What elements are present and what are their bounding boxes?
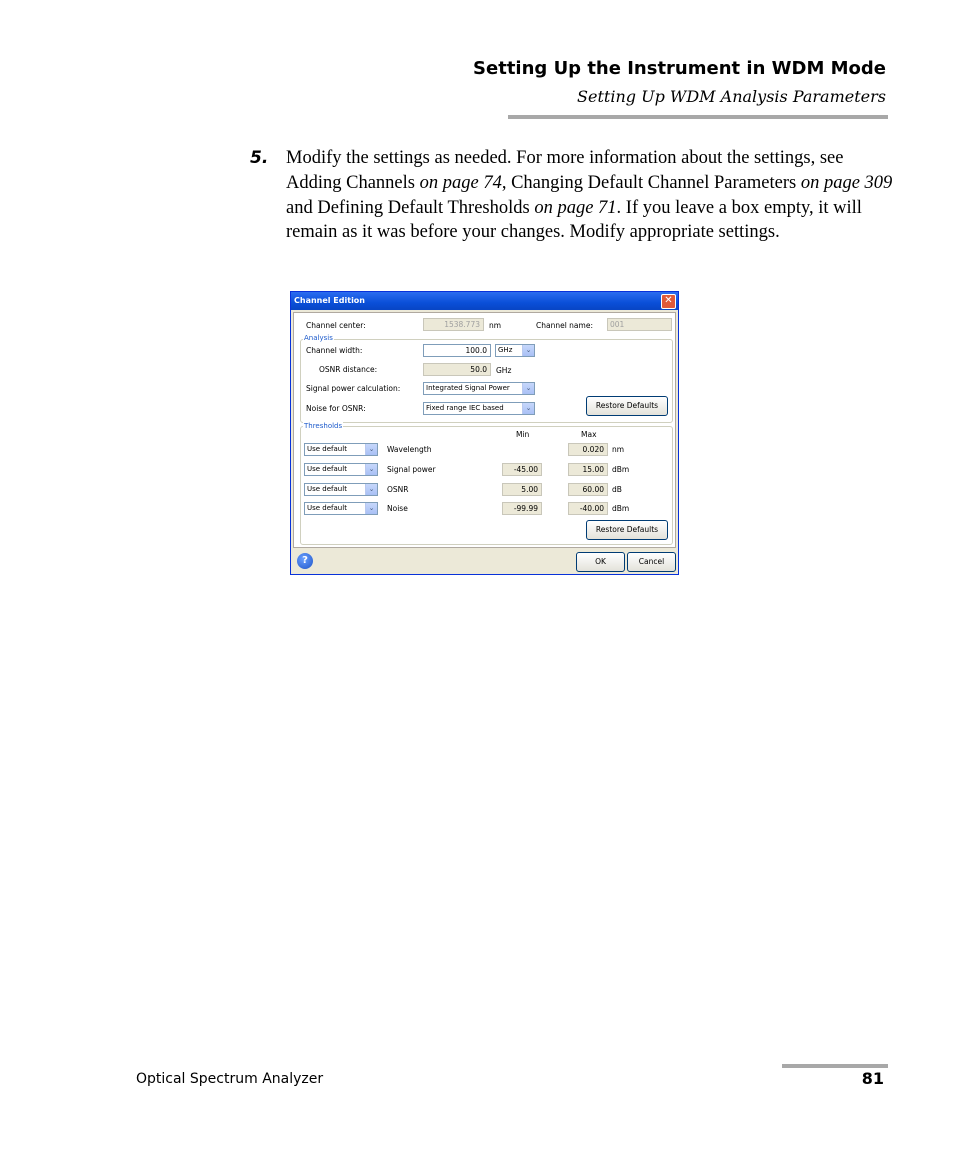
step-text: Modify the settings as needed. For more information about the settings, see Adding Channels on page 74, Changing Default Channel Parameters on page 309 and Defining Default Thresholds on page 71. If you leave a box empty, it will remain as it was before your changes. Modify appropriate settings. [286,148,893,243]
thresholds-restore-defaults-button[interactable]: Restore Defaults [586,520,668,540]
thresholds-group-title: Thresholds [304,422,343,430]
noise-unit: dBm [612,504,630,513]
min-header: Min [516,430,530,439]
header-rule [508,115,888,119]
noise-osnr-label: Noise for OSNR: [306,404,366,413]
page-number: 81 [861,1069,884,1088]
dialog-title: Channel Edition [294,296,365,305]
footer-rule [782,1064,888,1068]
max-header: Max [581,430,597,439]
help-icon[interactable]: ? [297,553,313,569]
page-ref: on page 74 [419,172,502,193]
page-header-subtitle: Setting Up WDM Analysis Parameters [577,87,886,106]
chevron-down-icon: ⌄ [522,383,534,394]
noise-osnr-select[interactable]: Fixed range IEC based ⌄ [423,402,535,415]
noise-min-field[interactable]: -99.99 [502,502,542,515]
osnr-max-field[interactable]: 60.00 [568,483,608,496]
page-header-title: Setting Up the Instrument in WDM Mode [473,58,886,79]
channel-width-label: Channel width: [306,346,363,355]
wavelength-unit: nm [612,445,625,454]
dialog-titlebar [291,292,678,310]
analysis-group-title: Analysis [304,334,333,342]
signal-power-unit: dBm [612,465,630,474]
chevron-down-icon: ⌄ [522,345,534,356]
channel-width-input[interactable]: 100.0 [423,344,491,357]
ok-button[interactable]: OK [576,552,625,572]
signal-power-calc-label: Signal power calculation: [306,384,401,393]
chevron-down-icon: ⌄ [365,444,377,455]
signal-power-max-field[interactable]: 15.00 [568,463,608,476]
osnr-unit: dB [612,485,622,494]
channel-center-unit: nm [489,321,502,330]
osnr-mode-select[interactable]: Use default ⌄ [304,483,378,496]
step-number: 5. [250,148,269,168]
chevron-down-icon: ⌄ [365,464,377,475]
wavelength-max-field[interactable]: 0.020 [568,443,608,456]
wavelength-mode-select[interactable]: Use default ⌄ [304,443,378,456]
chevron-down-icon: ⌄ [522,403,534,414]
close-icon[interactable]: ✕ [661,294,676,309]
signal-power-label: Signal power [387,465,436,474]
analysis-restore-defaults-button[interactable]: Restore Defaults [586,396,668,416]
osnr-distance-field[interactable]: 50.0 [423,363,491,376]
channel-width-unit-select[interactable]: GHz ⌄ [495,344,535,357]
osnr-distance-label: OSNR distance: [319,365,378,374]
channel-name-field[interactable]: 001 [607,318,672,331]
channel-center-label: Channel center: [306,321,366,330]
noise-label: Noise [387,504,408,513]
chevron-down-icon: ⌄ [365,484,377,495]
wavelength-label: Wavelength [387,445,432,454]
channel-name-label: Channel name: [536,321,593,330]
signal-power-calc-select[interactable]: Integrated Signal Power ⌄ [423,382,535,395]
page-ref: on page 71 [534,197,617,218]
noise-max-field[interactable]: -40.00 [568,502,608,515]
footer-doc-title: Optical Spectrum Analyzer [136,1071,324,1087]
channel-center-field[interactable]: 1538.773 [423,318,484,331]
osnr-distance-unit: GHz [496,366,512,375]
cancel-button[interactable]: Cancel [627,552,676,572]
page-ref: on page 309 [800,172,893,193]
signal-power-min-field[interactable]: -45.00 [502,463,542,476]
signal-power-mode-select[interactable]: Use default ⌄ [304,463,378,476]
chevron-down-icon: ⌄ [365,503,377,514]
osnr-min-field[interactable]: 5.00 [502,483,542,496]
channel-edition-dialog [290,291,679,575]
osnr-label: OSNR [387,485,409,494]
dialog-body [293,312,676,548]
noise-mode-select[interactable]: Use default ⌄ [304,502,378,515]
